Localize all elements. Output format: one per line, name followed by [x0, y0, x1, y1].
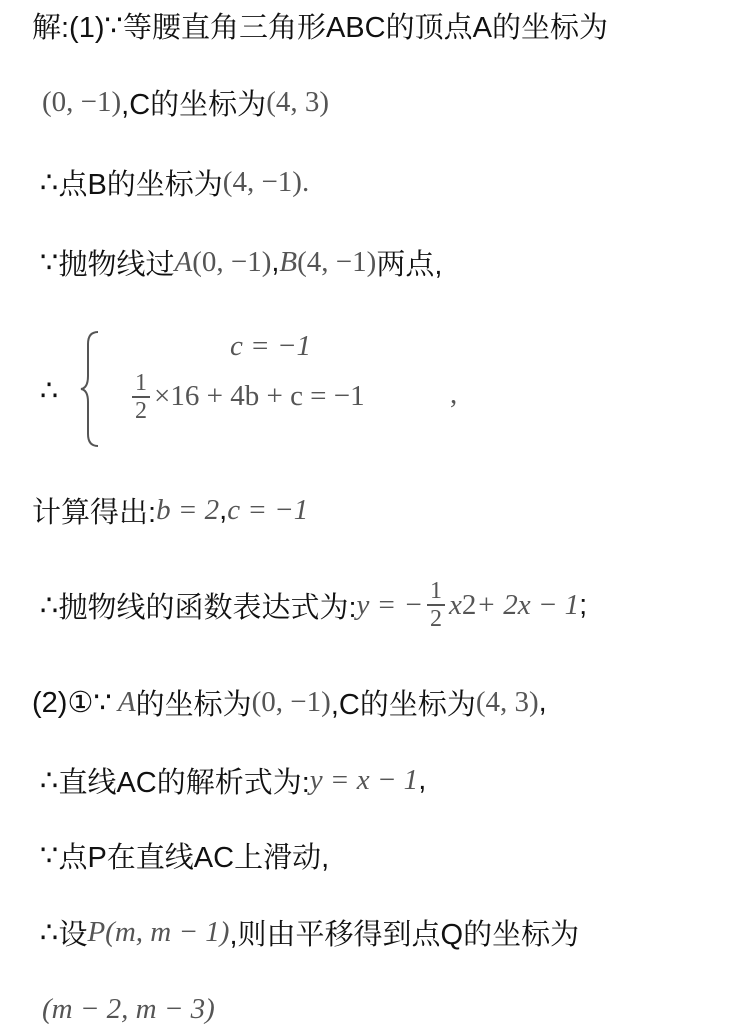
point-a-label: A	[117, 685, 136, 718]
solution-line-4	[0, 237, 750, 287]
fraction-numerator: 1	[135, 370, 147, 396]
because-symbol: ∵	[104, 9, 123, 42]
therefore-symbol: ∴	[40, 166, 59, 199]
point-b-coord: (4, −1)	[297, 245, 377, 278]
c-value: c = −1	[227, 493, 309, 526]
equation-1: c = −1	[230, 330, 312, 362]
point-b-label: B	[279, 245, 298, 278]
statement-end: ,	[418, 763, 427, 796]
equation-2-rest: ×16 + 4b + c = −1	[154, 380, 365, 413]
therefore-symbol: ∴	[40, 764, 59, 797]
statement-text: 点B的坐标为	[58, 168, 223, 201]
statement-text: 的坐标为	[135, 688, 252, 721]
because-symbol: ∵	[40, 839, 59, 872]
point-p-coord: P(m, m − 1)	[87, 915, 230, 948]
statement-text: ,则由平移得到点Q的坐标为	[229, 918, 580, 951]
fraction-denominator: 2	[135, 397, 147, 424]
function-rest: + 2x − 1	[476, 588, 580, 621]
solution-line-9	[0, 755, 750, 805]
point-a-coord: (0, −1)	[42, 85, 122, 118]
solution-line-6	[0, 485, 750, 535]
solution-line-8	[0, 677, 750, 727]
statement-end: ,	[538, 685, 547, 718]
point-c-coord: (4, 3)	[266, 85, 330, 118]
solution-line-10	[0, 830, 750, 880]
statement-text: 计算得出:	[32, 496, 157, 529]
fraction-numerator: 1	[430, 578, 443, 605]
solution-line-2	[0, 77, 750, 127]
separator-text: ,	[219, 493, 228, 526]
line-ac-equation: y = x − 1	[309, 763, 419, 796]
statement-text: 点P在直线AC上滑动,	[58, 841, 330, 874]
function-lhs: y = −	[356, 588, 424, 621]
fraction-one-half	[132, 370, 150, 424]
separator-text: ,	[271, 245, 280, 278]
statement-end: ;	[579, 588, 588, 621]
statement-text: 设	[58, 918, 88, 951]
b-value: b = 2	[156, 493, 220, 526]
statement-text: 两点,	[376, 248, 443, 281]
part-label: 解:(1)	[32, 11, 105, 44]
because-symbol: ∵	[40, 246, 59, 279]
point-a-coord: (0, −1)	[192, 245, 272, 278]
statement-text: 直线AC的解析式为:	[58, 766, 310, 799]
function-x: x	[449, 588, 462, 621]
point-a-coord: (0, −1)	[251, 685, 331, 718]
part-label: (2)①	[32, 686, 94, 719]
because-symbol: ∵	[93, 686, 112, 719]
system-comma: ,	[450, 378, 458, 410]
point-c-coord: (4, 3)	[475, 685, 539, 718]
statement-text: 等腰直角三角形ABC的顶点A的坐标为	[122, 11, 608, 44]
solution-line-1	[0, 0, 750, 50]
solution-line-12	[0, 984, 750, 1034]
left-brace-icon	[80, 330, 100, 448]
solution-line-11	[0, 907, 750, 957]
point-a-label: A	[174, 245, 193, 278]
therefore-symbol: ∴	[40, 375, 59, 407]
statement-text: 抛物线过	[58, 248, 175, 281]
statement-text: ,C的坐标为	[121, 88, 267, 121]
point-b-coord: (4, −1).	[222, 165, 310, 198]
fraction-denominator: 2	[430, 605, 443, 632]
equation-2	[132, 370, 365, 424]
exponent: 2	[461, 588, 477, 621]
therefore-symbol: ∴	[40, 589, 59, 622]
point-q-coord: (m − 2, m − 3)	[42, 992, 215, 1025]
statement-text: 抛物线的函数表达式为:	[58, 591, 357, 624]
statement-text: ,C的坐标为	[330, 688, 476, 721]
fraction-one-half	[427, 578, 445, 632]
solution-line-7	[0, 580, 750, 630]
solution-line-3	[0, 157, 750, 207]
therefore-symbol: ∴	[40, 916, 59, 949]
